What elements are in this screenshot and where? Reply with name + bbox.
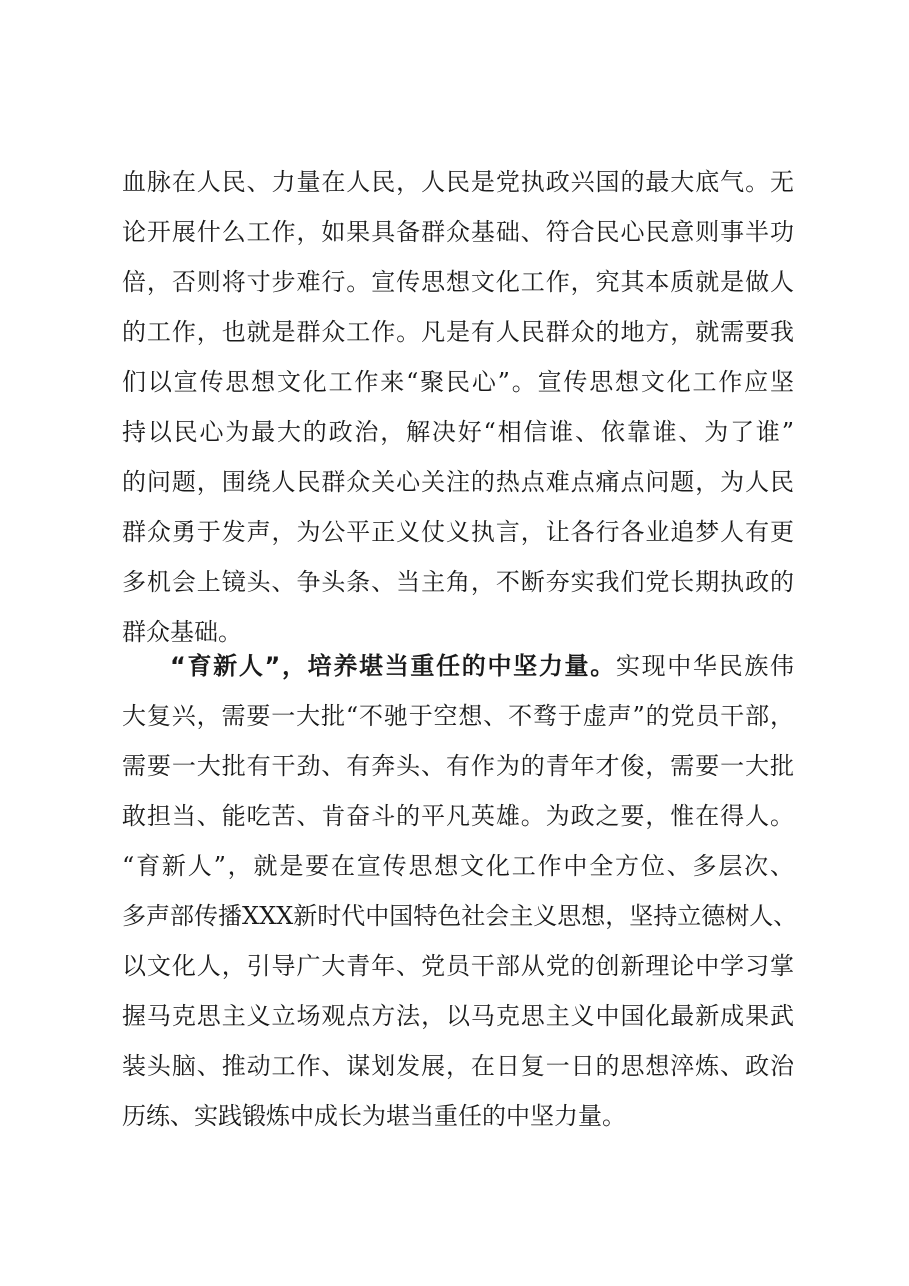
paragraph-1-line-10: 群众基础。 (122, 618, 242, 646)
paragraph-2-first-line-rest: 实现中华民族伟 (615, 652, 795, 680)
paragraph-1-line-8: 群众勇于发声，为公平正义仗义执言，让各行各业追梦人有更 (122, 518, 794, 546)
paragraph-1-line-2: 论开展什么工作，如果具备群众基础、符合民心民意则事半功 (122, 218, 794, 246)
paragraph-1-line-3: 倍，否则将寸步难行。宣传思想文化工作，究其本质就是做人 (122, 268, 794, 296)
paragraph-2-line-7: 以文化人，引导广大青年、党员干部从党的创新理论中学习掌 (122, 952, 794, 980)
paragraph-2-line-9: 装头脑、推动工作、谋划发展，在日复一日的思想淬炼、政治 (122, 1052, 794, 1080)
paragraph-1-line-7: 的问题，围绕人民群众关心关注的热点难点痛点问题，为人民 (122, 468, 794, 496)
paragraph-1-line-9: 多机会上镜头、争头条、当主角，不断夯实我们党长期执政的 (122, 568, 794, 596)
paragraph-2-line-3: 需要一大批有干劲、有奔头、有作为的青年才俊，需要一大批 (122, 752, 794, 780)
paragraph-1-line-5: 们以宣传思想文化工作来“聚民心”。宣传思想文化工作应坚 (122, 368, 794, 396)
paragraph-1-line-1: 血脉在人民、力量在人民，人民是党执政兴国的最大底气。无 (122, 168, 794, 196)
paragraph-2-line-5: “育新人”，就是要在宣传思想文化工作中全方位、多层次、 (122, 852, 794, 880)
paragraph-2-line-2: 大复兴，需要一大批“不驰于空想、不骛于虚声”的党员干部， (122, 702, 794, 730)
paragraph-1-line-4: 的工作，也就是群众工作。凡是有人民群众的地方，就需要我 (122, 318, 794, 346)
paragraph-2-line-8: 握马克思主义立场观点方法，以马克思主义中国化最新成果武 (122, 1002, 794, 1030)
paragraph-1-line-6: 持以民心为最大的政治，解决好“相信谁、依靠谁、为了谁” (122, 418, 794, 446)
paragraph-2-line-4: 敢担当、能吃苦、肯奋斗的平凡英雄。为政之要，惟在得人。 (122, 802, 794, 830)
paragraph-2-heading: “育新人”，培养堪当重任的中坚力量。 (170, 652, 616, 680)
paragraph-2-line-1 (170, 646, 794, 686)
paragraph-2-line-6: 多声部传播XXX新时代中国特色社会主义思想，坚持立德树人、 (122, 902, 798, 930)
paragraph-2-line-10: 历练、实践锻炼中成长为堪当重任的中坚力量。 (122, 1102, 626, 1130)
